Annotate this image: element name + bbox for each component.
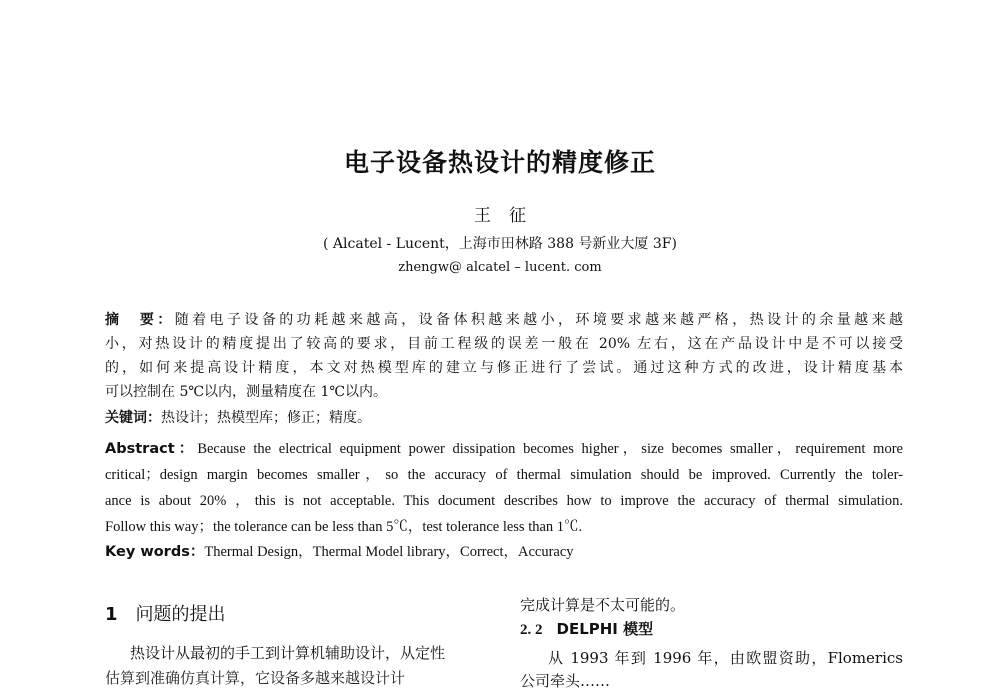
abstract-cn-line: 可以控制在 5℃以内，测量精度在 1℃以内。 (105, 384, 388, 400)
author-email: zhengw@ alcatel – lucent. com (398, 260, 602, 275)
col2-continued-text: 完成计算是不太可能的。 (520, 596, 686, 614)
abstract-en-label: Abstract： (105, 441, 198, 457)
section-1-paragraph: 热设计从最初的手工到计算机辅助设计，从定性 (130, 644, 446, 662)
section-1-heading (105, 600, 226, 626)
section-2-2-heading: 2. 2 DELPHI 模型 (520, 620, 654, 638)
abstract-en-line: Follow this way；the tolerance can be less than 5℃，test tolerance less than 1℃. (105, 519, 583, 535)
section-number: 1 (105, 604, 118, 625)
section-title: 问题的提出 (135, 604, 226, 625)
keywords-en: Key words：Thermal Design，Thermal Model library，Correct，Accuracy (105, 544, 574, 560)
author-name: 王征 (474, 206, 544, 226)
abstract-cn-line: 摘 要：随着电子设备的功耗越来越高，设备体积越来越小，环境要求越来越严格，热设计的余量越来越 (105, 312, 904, 328)
keywords-cn-label: 关键词： (105, 410, 161, 426)
abstract-cn-line: 的，如何来提高设计精度，本文对热模型库的建立与修正进行了尝试。通过这种方式的改进，设计精度基本 (105, 360, 903, 376)
abstract-en-line: ance is about 20% ，this is not acceptable. This document describes how to improve the accuracy of thermal simulation. (105, 493, 903, 509)
abstract-cn-line: 小，对热设计的精度提出了较高的要求，目前工程级的误差一般在 20% 左右，这在产品设计中是不可以接受 (105, 336, 903, 352)
affiliation: ( Alcatel - Lucent，上海市田林路 388 号新业大厦 3F) (323, 236, 677, 252)
abstract-en-line: critical；design margin becomes smaller，so the accuracy of thermal simulation should be improved. Currently the toler- (105, 467, 903, 483)
section-1-paragraph-cont: 估算到准确仿真计算，它设备多越来越设计计 (105, 669, 406, 687)
paper-title: 电子设备热设计的精度修正 (343, 148, 656, 177)
section-2-2-paragraph: 从 1993 年到 1996 年，由欧盟资助，Flomerics (548, 649, 903, 667)
section-2-2-paragraph-cont: 公司牵头…… (520, 672, 611, 690)
abstract-en-line: Abstract：Because the electrical equipment power dissipation becomes higher，size becomes smaller，requirement more (105, 441, 903, 457)
abstract-cn-label: 摘 要： (105, 312, 175, 328)
keywords-en-label: Key words： (105, 544, 205, 560)
keywords-cn: 关键词：热设计；热模型库；修正；精度。 (105, 410, 371, 426)
